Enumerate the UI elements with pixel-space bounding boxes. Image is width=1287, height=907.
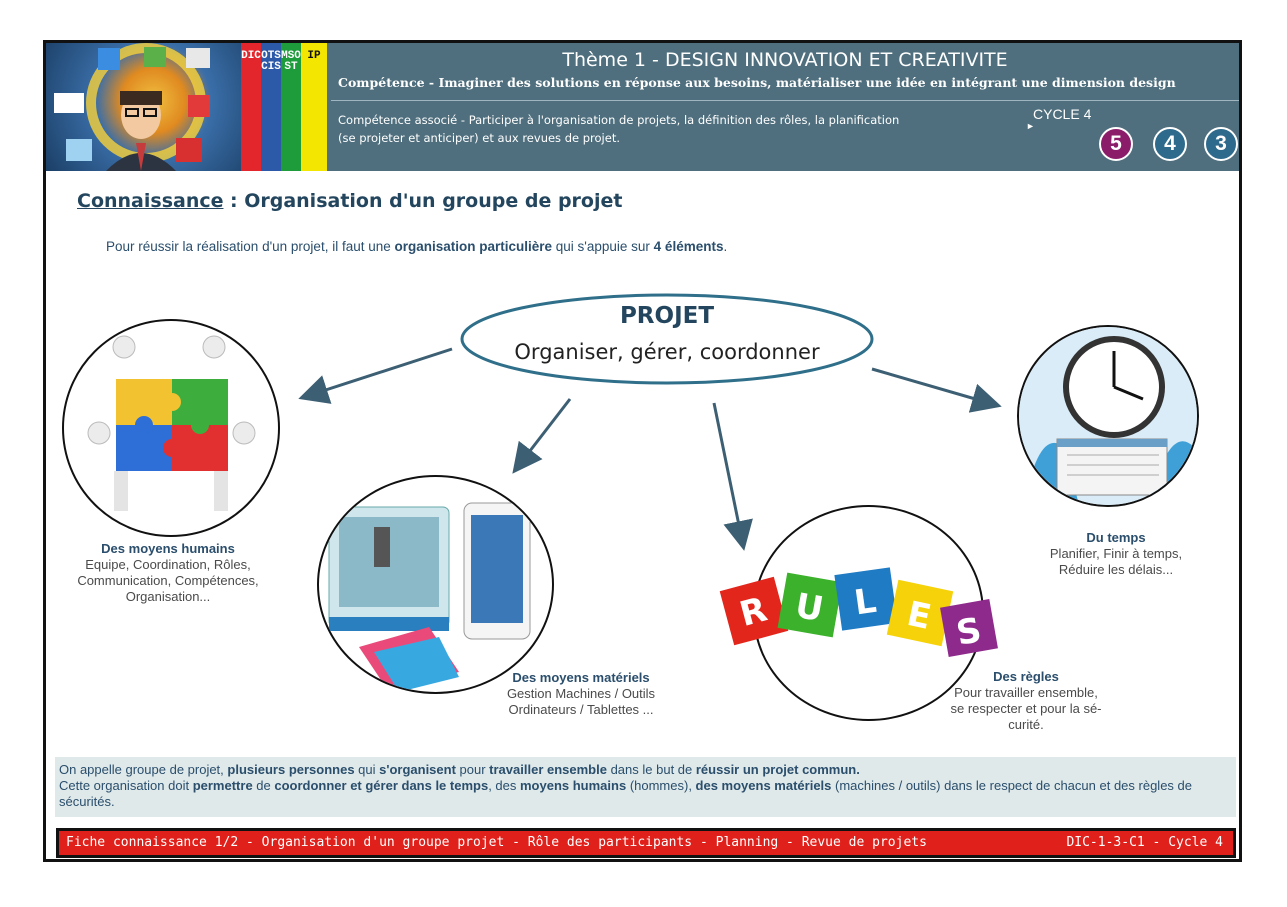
project-subtitle: Organiser, gérer, coordonner bbox=[514, 340, 820, 364]
arrow-to-materials bbox=[516, 399, 570, 469]
cycle-badge-5: 5 bbox=[1099, 127, 1133, 161]
humans-caption bbox=[56, 541, 280, 605]
humans-illustration bbox=[62, 319, 280, 537]
page-frame bbox=[43, 40, 1242, 862]
summary-text: dans le but de bbox=[606, 762, 696, 777]
summary-text: de bbox=[252, 778, 275, 793]
competence-associated-line1: Compétence associé - Participer à l'organisation de projets, la définition des rôles, la planification bbox=[338, 113, 900, 127]
summary-bold: permettre bbox=[192, 778, 253, 793]
strip-ip: IP bbox=[301, 43, 327, 171]
strip-msost: MSOST bbox=[281, 43, 301, 171]
summary-text: (hommes), bbox=[626, 778, 696, 793]
rules-line2: se respecter et pour la sé- bbox=[950, 701, 1102, 716]
arrow-to-time bbox=[872, 369, 996, 405]
avatar-collage-icon bbox=[46, 43, 241, 171]
summary-bold: travailler ensemble bbox=[489, 762, 607, 777]
machine-tablet-icon bbox=[319, 477, 552, 692]
theme-logo-image bbox=[46, 43, 241, 171]
knowledge-title: : Organisation d'un groupe de projet bbox=[230, 190, 623, 212]
time-title: Du temps bbox=[1086, 530, 1146, 545]
header-banner bbox=[46, 43, 1239, 171]
summary-bold: s'organisent bbox=[379, 762, 456, 777]
summary-bold: plusieurs personnes bbox=[227, 762, 355, 777]
summary-bold: des moyens matériels bbox=[695, 778, 832, 793]
summary-text: qui bbox=[354, 762, 380, 777]
cycle-arrow-icon: ► bbox=[1026, 121, 1035, 131]
footer-bar bbox=[56, 828, 1236, 858]
materials-illustration bbox=[317, 475, 554, 694]
summary-text: pour bbox=[455, 762, 490, 777]
knowledge-label: Connaissance bbox=[77, 190, 224, 212]
cube-letter-s: S bbox=[953, 610, 985, 654]
intro-part: qui s'appuie sur bbox=[552, 239, 654, 254]
time-illustration bbox=[1017, 325, 1199, 507]
materials-title: Des moyens matériels bbox=[512, 670, 650, 685]
cycle-label: CYCLE 4 bbox=[1033, 106, 1092, 122]
competence-associated bbox=[338, 111, 988, 147]
competence-text: Compétence - Imaginer des solutions en réponse aux besoins, matérialiser une idée en intégrant une dimension design bbox=[338, 75, 1176, 90]
cube-letter-u: U bbox=[792, 585, 827, 631]
rules-caption bbox=[926, 669, 1126, 733]
materials-caption bbox=[476, 670, 686, 718]
cube-letter-l: L bbox=[851, 580, 879, 624]
cube-letter-e: E bbox=[903, 593, 935, 638]
rules-line3: curité. bbox=[1008, 717, 1044, 732]
time-caption bbox=[1016, 530, 1216, 578]
project-title: PROJET bbox=[619, 303, 715, 329]
summary-bold: coordonner et gérer dans le temps bbox=[274, 778, 489, 793]
strip-otscis: OTSCIS bbox=[261, 43, 281, 171]
clock-planning-icon bbox=[1019, 327, 1197, 505]
summary-bold: moyens humains bbox=[520, 778, 627, 793]
intro-bold: 4 éléments bbox=[653, 239, 724, 254]
humans-line3: Organisation... bbox=[125, 589, 211, 604]
header-divider bbox=[331, 100, 1239, 101]
footer-reference: DIC-1-3-C1 - Cycle 4 bbox=[1066, 835, 1223, 850]
summary-text: Cette organisation doit bbox=[59, 778, 193, 793]
intro-text bbox=[106, 239, 727, 254]
cycle-badge-3: 3 bbox=[1204, 127, 1238, 161]
strip-dic: DIC bbox=[241, 43, 261, 171]
summary-text: On appelle groupe de projet, bbox=[59, 762, 228, 777]
rules-cubes-icon bbox=[716, 563, 1006, 683]
intro-bold: organisation particulière bbox=[394, 239, 553, 254]
summary-bold: réussir un projet commun. bbox=[695, 762, 860, 777]
theme-title: Thème 1 - DESIGN INNOVATION ET CREATIVITE bbox=[562, 49, 1008, 71]
humans-title: Des moyens humains bbox=[101, 541, 235, 556]
time-line1: Planifier, Finir à temps, bbox=[1049, 546, 1183, 561]
cube-letter-r: R bbox=[735, 589, 772, 635]
humans-line2: Communication, Compétences, bbox=[77, 573, 259, 588]
materials-line1: Gestion Machines / Outils bbox=[506, 686, 656, 701]
summary-text: , des bbox=[488, 778, 520, 793]
puzzle-team-icon bbox=[64, 321, 278, 535]
rules-title: Des règles bbox=[993, 669, 1059, 684]
summary-box bbox=[55, 757, 1236, 817]
summary-text: (machines / outils) dans le respect de chacun et des règles de sécurités. bbox=[59, 778, 1192, 809]
arrow-to-humans bbox=[304, 349, 452, 397]
arrow-to-rules bbox=[714, 403, 743, 545]
footer-title: Fiche connaissance 1/2 - Organisation d'un groupe projet - Rôle des participants - Planning - Revue de projets bbox=[66, 835, 927, 850]
time-line2: Réduire les délais... bbox=[1058, 562, 1174, 577]
intro-part: . bbox=[723, 239, 728, 254]
rules-line1: Pour travailler ensemble, bbox=[954, 685, 1098, 700]
cycle-badge-4: 4 bbox=[1153, 127, 1187, 161]
intro-part: Pour réussir la réalisation d'un projet, il faut une bbox=[106, 239, 395, 254]
humans-line1: Equipe, Coordination, Rôles, bbox=[85, 557, 251, 572]
materials-line2: Ordinateurs / Tablettes ... bbox=[508, 702, 654, 717]
competence-associated-line2: (se projeter et anticiper) et aux revues de projet. bbox=[338, 131, 620, 145]
